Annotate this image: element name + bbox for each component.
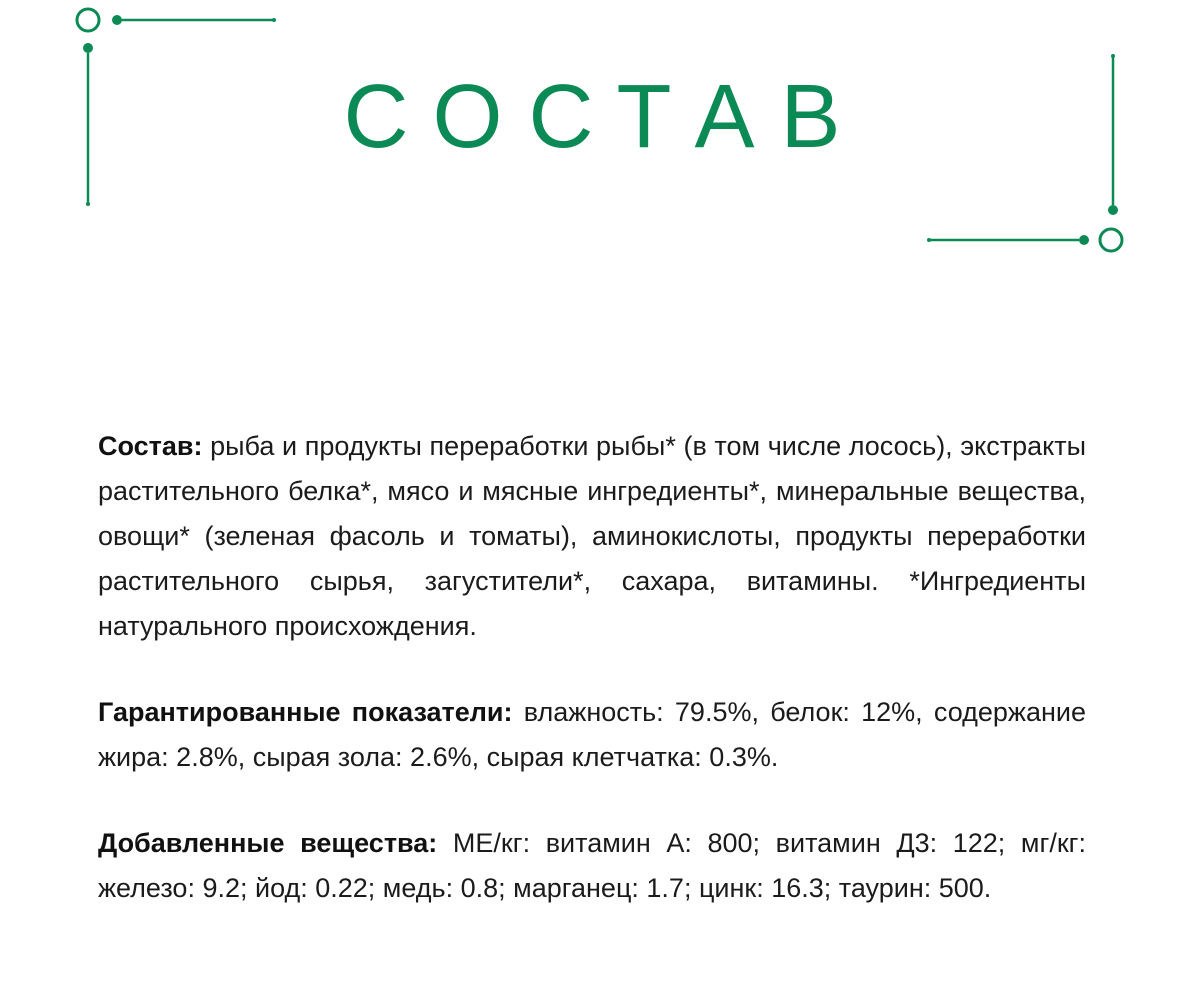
content: [98, 424, 1086, 952]
composition-block: [98, 424, 1086, 649]
additives-label: Добавленные вещества:: [98, 828, 438, 858]
guaranteed-label: Гарантированные показатели:: [98, 697, 513, 727]
ornament-ring: [1100, 229, 1122, 251]
additives-block: [98, 821, 1086, 911]
ornament-ring: [77, 9, 99, 31]
ornament-dot: [1079, 235, 1089, 245]
ornament-dot: [83, 43, 93, 53]
page-title: СОСТАВ: [343, 67, 867, 167]
ornament-dot: [112, 15, 122, 25]
guaranteed-text: влажность: 79.5%, белок: 12%, содержание жира: 2.8%, сырая зола: 2.6%, сырая клетчатка: 0.3%.: [98, 697, 1087, 772]
ornament-dot: [1108, 205, 1118, 215]
ornament-line-end: [272, 18, 276, 22]
ornament-line-end: [86, 202, 90, 206]
guaranteed-block: [98, 690, 1086, 780]
composition-label: Состав:: [98, 431, 203, 461]
composition-text: рыба и продукты переработки рыбы* (в том числе лосось), экстракты растительного белка*, мясо и мясные ингредиенты*, минеральные вещества, овощи* (зеленая фасоль и томаты), аминокислоты, продукты переработки растительного сырья, загустители*, сахара, витамины. *Ингредиенты натурального происхождения.: [98, 431, 1086, 641]
additives-text: МЕ/кг: витамин А: 800; витамин Д3: 122; мг/кг: железо: 9.2; йод: 0.22; медь: 0.8; марганец: 1.7; цинк: 16.3; таурин: 500.: [98, 828, 1086, 903]
